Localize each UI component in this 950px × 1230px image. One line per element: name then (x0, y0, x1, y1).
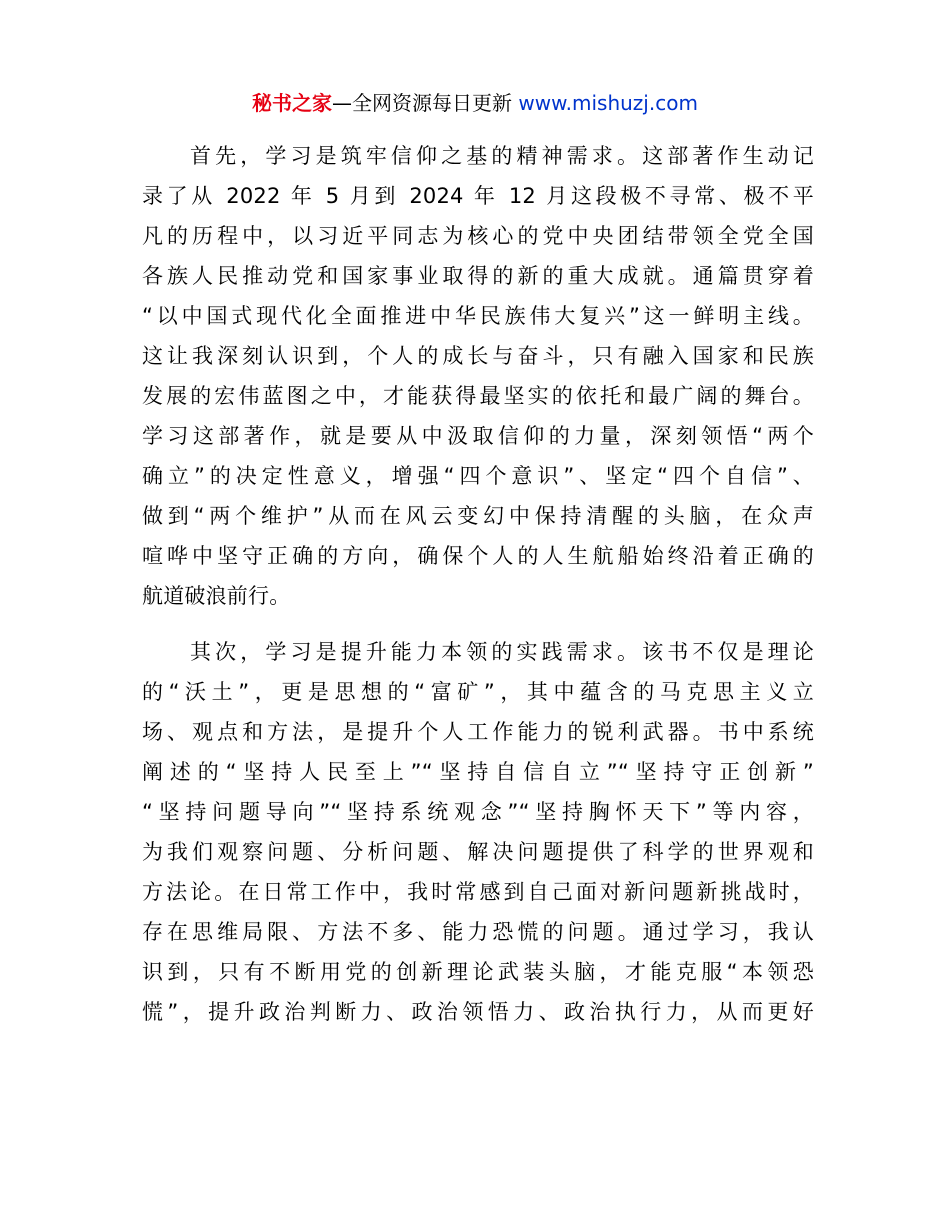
text-line: 方法论。在日常工作中，我时常感到自己面对新问题新挑战时， (142, 880, 814, 904)
text-line: 的“沃土”，更是思想的“富矿”，其中蕴含的马克思主义立 (142, 680, 814, 704)
site-tagline: —全网资源每日更新 (332, 91, 519, 115)
text-line: 航道破浪前行。 (142, 584, 291, 608)
site-header (0, 88, 950, 118)
text-line: 慌”，提升政治判断力、政治领悟力、政治执行力，从而更好 (142, 1000, 814, 1024)
text-line: 做到“两个维护”从而在风云变幻中保持清醒的头脑，在众声 (142, 504, 814, 528)
text-line: 为我们观察问题、分析问题、解决问题提供了科学的世界观和 (142, 840, 814, 864)
text-line: “以中国式现代化全面推进中华民族伟大复兴”这一鲜明主线。 (142, 304, 814, 328)
text-line: 阐述的“坚持人民至上”“坚持自信自立”“坚持守正创新” (142, 760, 814, 784)
text-line: 首先，学习是筑牢信仰之基的精神需求。这部著作生动记 (190, 144, 814, 168)
text-line: 发展的宏伟蓝图之中，才能获得最坚实的依托和最广阔的舞台。 (142, 384, 814, 408)
text-line: 凡的历程中，以习近平同志为核心的党中央团结带领全党全国 (142, 224, 814, 248)
text-line: “坚持问题导向”“坚持系统观念”“坚持胸怀天下”等内容， (142, 800, 814, 824)
text-line: 其次，学习是提升能力本领的实践需求。该书不仅是理论 (190, 640, 814, 664)
text-line: 这让我深刻认识到，个人的成长与奋斗，只有融入国家和民族 (142, 344, 814, 368)
site-url-link[interactable]: www.mishuzj.com (518, 91, 698, 115)
text-line: 场、观点和方法，是提升个人工作能力的锐利武器。书中系统 (142, 720, 814, 744)
text-line: 存在思维局限、方法不多、能力恐慌的问题。通过学习，我认 (142, 920, 814, 944)
text-line: 识到，只有不断用党的创新理论武装头脑，才能克服“本领恐 (142, 960, 814, 984)
text-line: 各族人民推动党和国家事业取得的新的重大成就。通篇贯穿着 (142, 264, 814, 288)
site-brand: 秘书之家 (252, 91, 333, 115)
document-body (142, 136, 814, 1048)
text-line: 确立”的决定性意义，增强“四个意识”、坚定“四个自信”、 (142, 464, 814, 488)
paragraph-1 (142, 136, 814, 616)
text-line: 学习这部著作，就是要从中汲取信仰的力量，深刻领悟“两个 (142, 424, 814, 448)
text-line: 录了从 2022 年 5 月到 2024 年 12 月这段极不寻常、极不平 (142, 184, 814, 208)
paragraph-2 (142, 632, 814, 1032)
text-line: 喧哗中坚守正确的方向，确保个人的人生航船始终沿着正确的 (142, 544, 814, 568)
